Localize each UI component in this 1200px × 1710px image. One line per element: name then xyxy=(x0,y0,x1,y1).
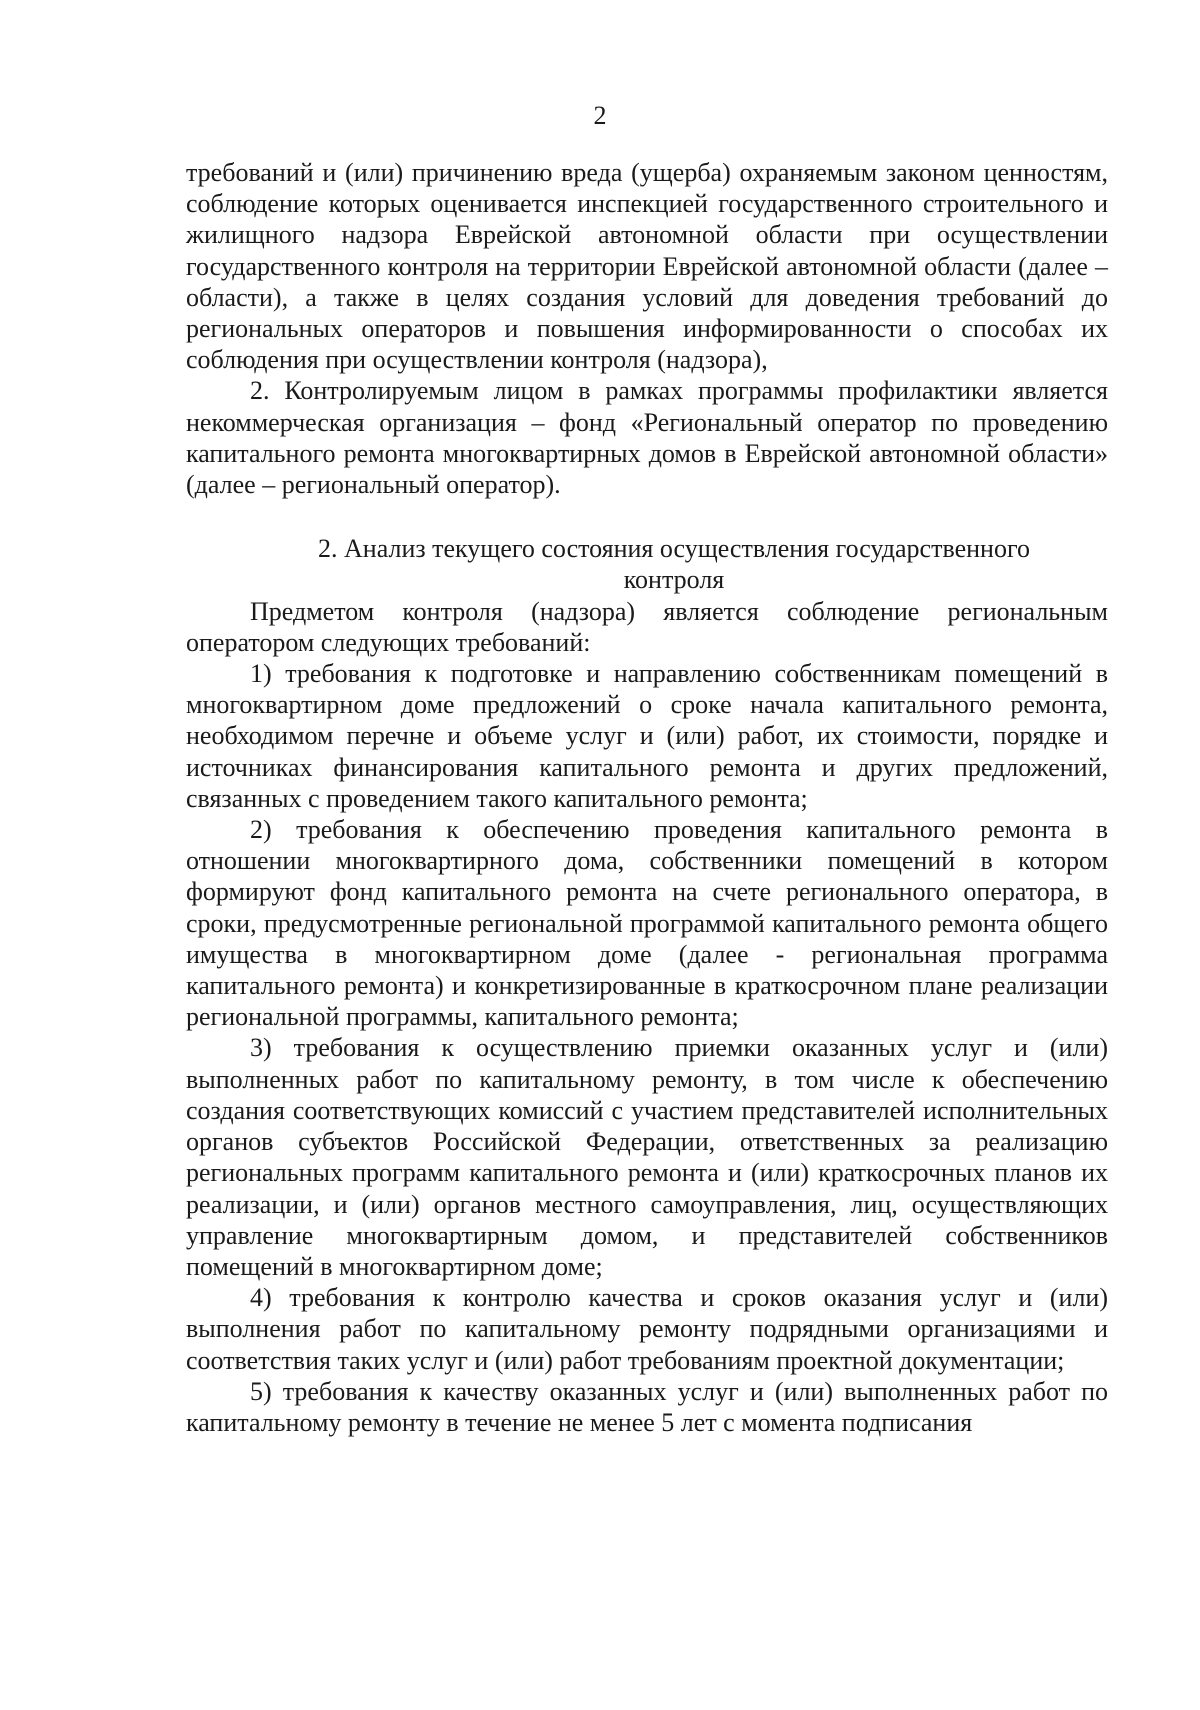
section-heading-line-2: контроля xyxy=(623,565,725,595)
section-heading xyxy=(186,533,1108,595)
list-item-1: 1) требования к подготовке и направлению собственникам помещений в многоквартирном доме предложений о сроке начала капитального ремонта, необходимом перечне и объеме услуг и (или) работ, их стоимости, порядке и источниках финансирования капитального ремонта и других предложений, связанных с проведением такого капитального ремонта; xyxy=(186,659,1108,813)
paragraph-subject-of-control: Предметом контроля (надзора) является соблюдение региональным оператором следующих требований: xyxy=(186,596,1108,657)
list-item-3: 3) требования к осуществлению приемки оказанных услуг и (или) выполненных работ по капитальному ремонту, в том числе к обеспечению создания соответствующих комиссий с участием представителей исполнительных органов субъектов Российской Федерации, ответственных за реализацию региональных программ капитального ремонта и (или) краткосрочных планов их реализации, и (или) органов местного самоуправления, лиц, осуществляющих управление многоквартирным домом, и представителей собственников помещений в многоквартирном доме; xyxy=(186,1033,1108,1281)
list-item-2: 2) требования к обеспечению проведения капитального ремонта в отношении многоквартирного дома, собственники помещений в котором формируют фонд капитального ремонта на счете регионального оператора, в сроки, предусмотренные региональной программой капитального ремонта общего имущества в многоквартирном доме (далее - региональная программа капитального ремонта) и конкретизированные в краткосрочном плане реализации региональной программы, капитального ремонта; xyxy=(186,815,1108,1032)
document-body xyxy=(186,157,1108,1438)
paragraph-continuation: требований и (или) причинению вреда (ущерба) охраняемым законом ценностям, соблюдение которых оценивается инспекцией государственного строительного и жилищного надзора Еврейской автономной области при осуществлении государственного контроля на территории Еврейской автономной области (далее – области), а также в целях создания условий для доведения требований до региональных операторов и повышения информированности о способах их соблюдения при осуществлении контроля (надзора), xyxy=(186,158,1108,375)
paragraph-controlled-person: 2. Контролируемым лицом в рамках программы профилактики является некоммерческая организация – фонд «Региональный оператор по проведению капитального ремонта многоквартирных домов в Еврейской автономной области» (далее – региональный оператор). xyxy=(186,376,1108,500)
list-item-5: 5) требования к качеству оказанных услуг и (или) выполненных работ по капитальному ремонту в течение не менее 5 лет с момента подписания xyxy=(186,1376,1108,1437)
list-item-4: 4) требования к контролю качества и сроков оказания услуг и (или) выполнения работ по капитальному ремонту подрядными организациями и соответствия таких услуг и (или) работ требованиям проектной документации; xyxy=(186,1283,1108,1375)
section-heading-line-1: 2. Анализ текущего состояния осуществления государственного xyxy=(318,534,1030,564)
page-number: 2 xyxy=(593,101,607,130)
